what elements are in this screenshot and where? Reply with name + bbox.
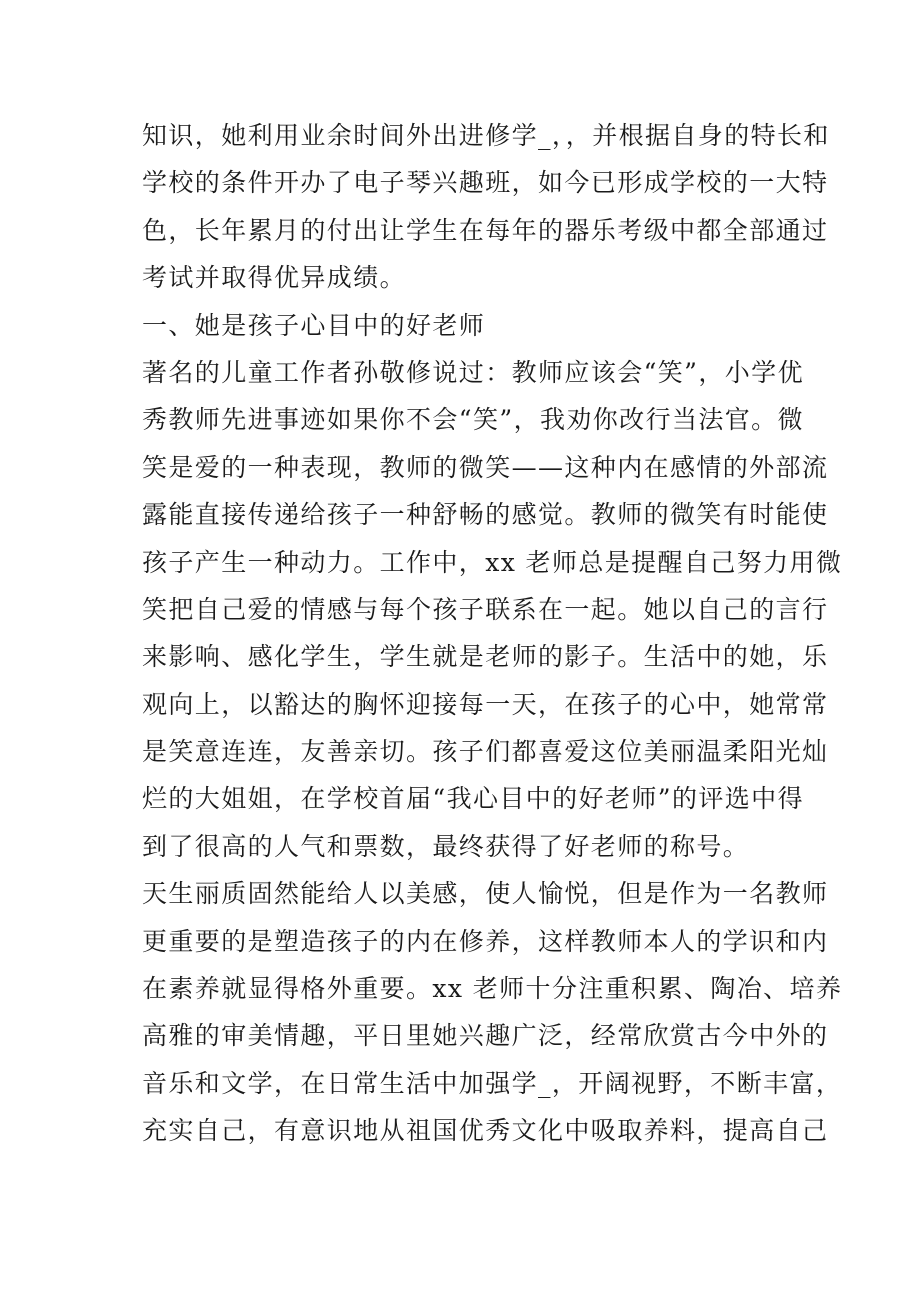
text-line: 考试并取得优异成绩。 bbox=[142, 263, 407, 293]
text-line: 知识，她利用业余时间外出进修学_，，并根据自身的特长和 bbox=[142, 121, 830, 150]
text-line: 充实自己，有意识地从祖国优秀文化中吸取养料，提高自己 bbox=[142, 1116, 829, 1146]
text-line: 天生丽质固然能给人以美感，使人愉悦，但是作为一名教师 bbox=[142, 879, 829, 909]
text-line: 秀教师先进事迹如果你不会“笑”，我劝你改行当法官。微 bbox=[142, 405, 804, 435]
text-line: 笑把自己爱的情感与每个孩子联系在一起。她以自己的言行 bbox=[142, 594, 829, 624]
text-line: 著名的儿童工作者孙敬修说过：教师应该会“笑”，小学优 bbox=[142, 357, 804, 387]
text-line: 色，长年累月的付出让学生在每年的器乐考级中都全部通过 bbox=[142, 215, 829, 245]
text-line: 音乐和文学，在日常生活中加强学_，开阔视野，不断丰富， bbox=[142, 1068, 843, 1098]
text-line: 更重要的是塑造孩子的内在修养，这样教师本人的学识和内 bbox=[142, 926, 829, 956]
text-line: 到了很高的人气和票数，最终获得了好老师的称号。 bbox=[142, 831, 750, 861]
text-line: 孩子产生一种动力。工作中，xx 老师总是提醒自己努力用微 bbox=[142, 547, 843, 577]
text-line: 在素养就显得格外重要。xx 老师十分注重积累、陶冶、培养 bbox=[142, 974, 843, 1004]
text-line: 烂的大姐姐，在学校首届“我心目中的好老师”的评选中得 bbox=[142, 784, 804, 814]
text-line: 高雅的审美情趣，平日里她兴趣广泛，经常欣赏古今中外的 bbox=[142, 1021, 829, 1051]
section-heading: 一、她是孩子心目中的好老师 bbox=[142, 310, 486, 340]
text-line: 露能直接传递给孩子一种舒畅的感觉。教师的微笑有时能使 bbox=[142, 500, 829, 530]
text-line: 学校的条件开办了电子琴兴趣班，如今已形成学校的一大特 bbox=[142, 168, 829, 198]
text-line: 是笑意连连，友善亲切。孩子们都喜爱这位美丽温柔阳光灿 bbox=[142, 737, 829, 767]
text-line: 笑是爱的一种表现，教师的微笑——这种内在感情的外部流 bbox=[142, 452, 829, 482]
document-body bbox=[142, 112, 843, 1155]
text-line: 观向上，以豁达的胸怀迎接每一天，在孩子的心中，她常常 bbox=[142, 689, 829, 719]
text-line: 来影响、感化学生，学生就是老师的影子。生活中的她，乐 bbox=[142, 642, 829, 672]
